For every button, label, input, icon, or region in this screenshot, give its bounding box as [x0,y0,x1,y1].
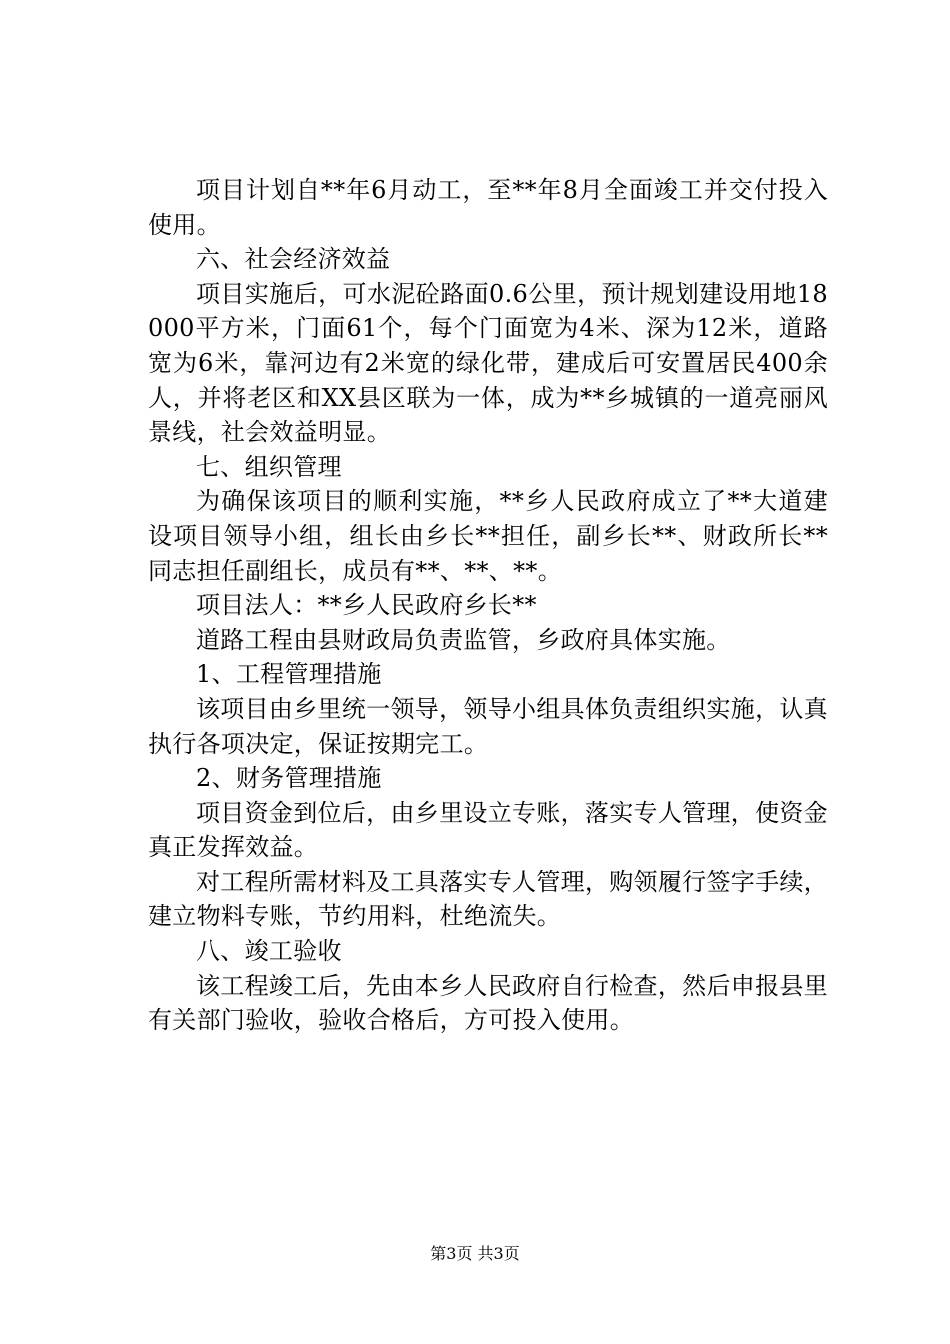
paragraph-acceptance: 该工程竣工后，先由本乡人民政府自行检查，然后申报县里有关部门验收，验收合格后，方可投入使用。 [148,971,828,1035]
heading-completion-acceptance: 八、竣工验收 [196,937,342,966]
heading-social-economic-benefits: 六、社会经济效益 [196,245,391,274]
paragraph-materials: 对工程所需材料及工具落实专人管理，购领履行签字手续，建立物料专账，节约用料，杜绝流失。 [148,867,828,931]
paragraph-supervision: 道路工程由县财政局负责监管，乡政府具体实施。 [196,625,731,654]
document-body [148,173,828,1038]
page-footer [0,1244,950,1264]
paragraph-benefits: 项目实施后，可水泥砼路面0.6公里，预计规划建设用地18000平方米，门面61个，每个门面宽为4米、深为12米，道路宽为6米，靠河边有2米宽的绿化带，建成后可安置居民400余人，并将老区和XX县区联为一体，成为**乡城镇的一道亮丽风景线，社会效益明显。 [148,279,828,447]
paragraph-leadership-group: 为确保该项目的顺利实施，**乡人民政府成立了**大道建设项目领导小组，组长由乡长**担任，副乡长**、财政所长**同志担任副组长，成员有**、**、**。 [148,487,828,585]
paragraph-schedule: 项目计划自**年6月动工，至**年8月全面竣工并交付投入使用。 [148,176,828,239]
paragraph-engineering: 该项目由乡里统一领导，领导小组具体负责组织实施，认真执行各项决定，保证按期完工。 [148,694,828,758]
paragraph-finance: 项目资金到位后，由乡里设立专账，落实专人管理，使资金真正发挥效益。 [148,798,828,862]
heading-finance-measures: 2、财务管理措施 [196,764,382,793]
heading-engineering-measures: 1、工程管理措施 [196,660,382,689]
paragraph-legal-person: 项目法人：**乡人民政府乡长** [196,591,537,620]
heading-organization-management: 七、组织管理 [196,452,342,481]
page-number: 第3页 共3页 [430,1244,520,1263]
